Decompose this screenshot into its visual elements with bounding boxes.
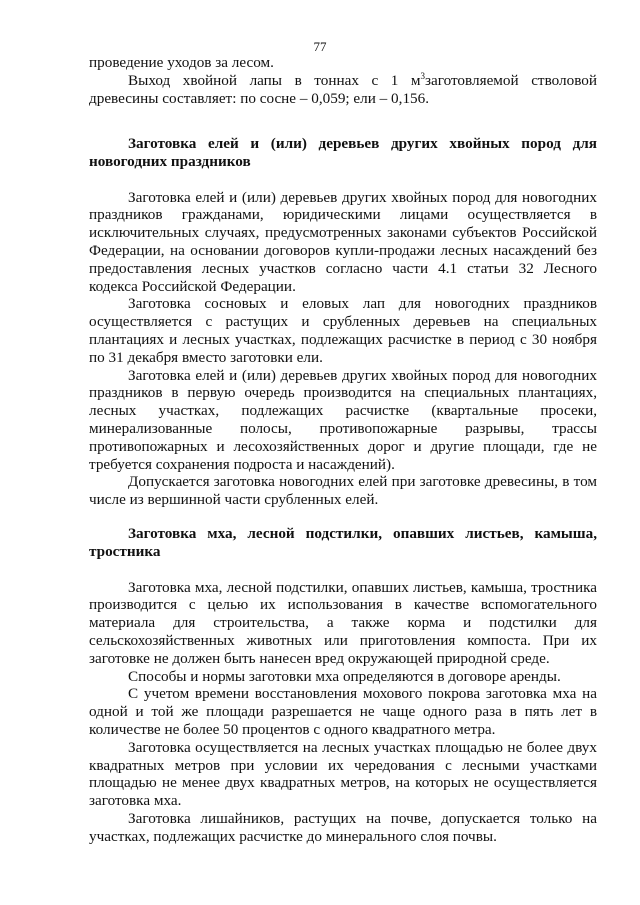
section-1-paragraph: Допускается заготовка новогодних елей при заготовке древесины, в том числе из вершинной части срубленных елей. [89, 473, 597, 509]
section-2-paragraph: Заготовка мха, лесной подстилки, опавших листьев, камыша, тростника производится с целью их использования в качестве вспомогательного материала для строительства, а также корма и подстилки для сельскохозяйственных животных или приготовления компоста. При их заготовке не должен быть нанесен вред окружающей природной среде. [89, 578, 597, 667]
section-2-paragraph: Способы и нормы заготовки мха определяются в договоре аренды. [128, 667, 561, 685]
section-2 [89, 525, 597, 846]
section-1 [89, 135, 597, 509]
section-1-paragraph: Заготовка сосновых и еловых лап для новогодних праздников осуществляется с растущих и срубленных деревьев на специальных плантациях и лесных участках, подлежащих расчистке в период с 30 ноября по 31 декабря вместо заготовки ели. [89, 295, 597, 366]
section-1-paragraph: Заготовка елей и (или) деревьев других хвойных пород для новогодних праздников гражданами, юридическими лицами осуществляется в исключительных случаях, предусмотренных законами субъектов Российской Федерации, на основании договоров купли-продажи лесных насаждений без предоставления лесных участков согласно части 4.1 статьи 32 Лесного кодекса Российской Федерации. [89, 188, 597, 295]
top-text [89, 54, 597, 107]
section-2-heading: Заготовка мха, лесной подстилки, опавших листьев, камыша, тростника [89, 525, 597, 560]
page-number: 77 [313, 39, 327, 54]
section-2-paragraph: Заготовка лишайников, растущих на почве, допускается только на участках, подлежащих расчистке до минерального слоя почвы. [89, 809, 597, 845]
continuation-line: проведение уходов за лесом. [89, 54, 274, 71]
section-1-heading: Заготовка елей и (или) деревьев других хвойных пород для новогодних праздников [89, 135, 597, 170]
yield-paragraph: Выход хвойной лапы в тоннах с 1 $м^3заготовляемой$ стволовой древесины составляет: по сосне – 0,059; ели – 0,156. [89, 70, 597, 107]
section-2-paragraph: С учетом времени восстановления мохового покрова заготовка мха на одной и той же площади разрешается не чаще одного раза в пять лет в количестве не более 50 процентов с одного квадратного метра. [89, 685, 597, 738]
section-2-paragraph: Заготовка осуществляется на лесных участках площадью не более двух квадратных метров при условии их чередования с лесными участками площадью не менее двух квадратных метров, на которых не осуществляется заготовка мха. [89, 738, 597, 810]
section-1-paragraph: Заготовка елей и (или) деревьев других хвойных пород для новогодних праздников в первую очередь производится на специальных плантациях, лесных участках, подлежащих расчистке (квартальные просеки, минерализованные полосы, противопожарные разрывы, трассы противопожарных и лесохозяйственных дорог и другие площади, где не требуется сохранения подроста и насаждений). [89, 366, 597, 473]
